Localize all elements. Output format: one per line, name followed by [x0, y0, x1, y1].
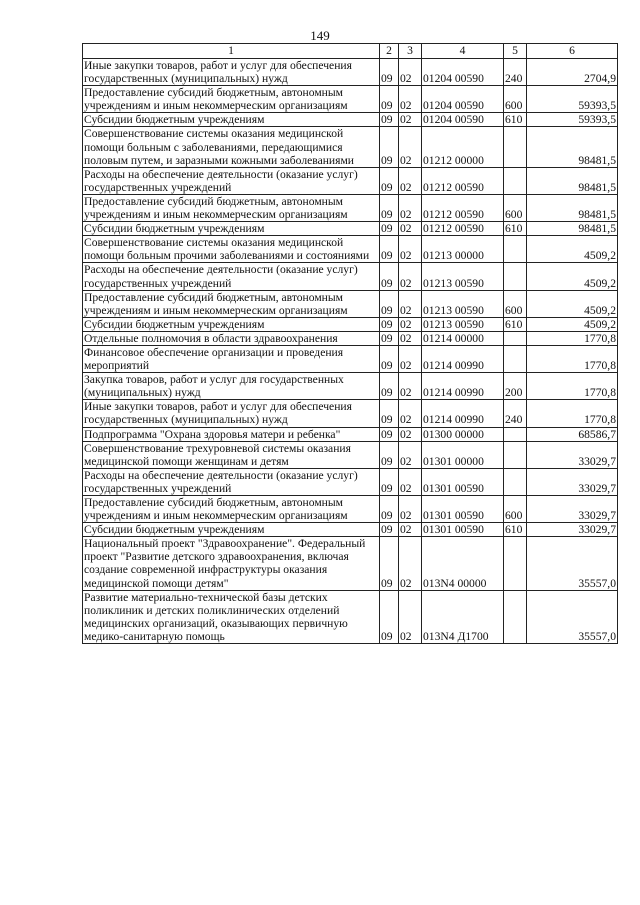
row-name: Предоставление субсидий бюджетным, автономным учреждениям и иным некоммерческим организациям: [83, 496, 380, 523]
table-row: [83, 127, 618, 167]
row-target-article: 01214 00000: [422, 331, 504, 345]
row-section: 09: [380, 496, 399, 523]
row-subsection: 02: [399, 59, 422, 86]
row-expense-type: 610: [504, 523, 527, 537]
row-name: Национальный проект "Здравоохранение". Федеральный проект "Развитие детского здравоохранения, включая создание современной инфраструктуры оказания медицинской помощи детям": [83, 537, 380, 590]
row-name: Финансовое обеспечение организации и проведения мероприятий: [83, 345, 380, 372]
table-row: [83, 290, 618, 317]
row-expense-type: 600: [504, 496, 527, 523]
row-target-article: 01204 00590: [422, 113, 504, 127]
row-sum: 68586,7: [527, 427, 618, 441]
row-section: 09: [380, 400, 399, 427]
row-subsection: 02: [399, 537, 422, 590]
row-name: Расходы на обеспечение деятельности (оказание услуг) государственных учреждений: [83, 263, 380, 290]
row-expense-type: [504, 127, 527, 167]
row-name: Совершенствование трехуровневой системы оказания медицинской помощи женщинам и детям: [83, 441, 380, 468]
row-name: Субсидии бюджетным учреждениям: [83, 317, 380, 331]
row-section: 09: [380, 468, 399, 495]
row-subsection: 02: [399, 427, 422, 441]
row-target-article: 01214 00990: [422, 400, 504, 427]
row-section: 09: [380, 523, 399, 537]
row-name: Расходы на обеспечение деятельности (оказание услуг) государственных учреждений: [83, 468, 380, 495]
row-name: Отдельные полномочия в области здравоохранения: [83, 331, 380, 345]
table-row: [83, 331, 618, 345]
row-name: Субсидии бюджетным учреждениям: [83, 113, 380, 127]
row-expense-type: 610: [504, 113, 527, 127]
row-name: Закупка товаров, работ и услуг для государственных (муниципальных) нужд: [83, 373, 380, 400]
row-expense-type: [504, 345, 527, 372]
row-target-article: 01212 00590: [422, 167, 504, 194]
row-target-article: 01204 00590: [422, 59, 504, 86]
row-subsection: 02: [399, 400, 422, 427]
row-name: Совершенствование системы оказания медицинской помощи больным с заболеваниями, передающимися половым путем, и заразными кожными заболеваниями: [83, 127, 380, 167]
row-expense-type: [504, 427, 527, 441]
table-row: [83, 86, 618, 113]
row-name: Совершенствование системы оказания медицинской помощи больным прочими заболеваниями и состояниями: [83, 236, 380, 263]
row-subsection: 02: [399, 523, 422, 537]
row-subsection: 02: [399, 317, 422, 331]
header-cell-subsection: 3: [399, 44, 422, 59]
table-row: [83, 400, 618, 427]
header-cell-name: 1: [83, 44, 380, 59]
row-section: 09: [380, 194, 399, 221]
row-target-article: 01213 00000: [422, 236, 504, 263]
table-row: [83, 222, 618, 236]
row-name: Расходы на обеспечение деятельности (оказание услуг) государственных учреждений: [83, 167, 380, 194]
table-row: [83, 194, 618, 221]
row-subsection: 02: [399, 373, 422, 400]
row-expense-type: 600: [504, 194, 527, 221]
header-cell-section: 2: [380, 44, 399, 59]
header-cell-expense-type: 5: [504, 44, 527, 59]
row-sum: 1770,8: [527, 345, 618, 372]
row-subsection: 02: [399, 468, 422, 495]
row-sum: 1770,8: [527, 373, 618, 400]
row-name: Подпрограмма "Охрана здоровья матери и ребенка": [83, 427, 380, 441]
table-row: [83, 236, 618, 263]
row-section: 09: [380, 317, 399, 331]
header-cell-target-article: 4: [422, 44, 504, 59]
row-sum: 59393,5: [527, 113, 618, 127]
row-target-article: 01300 00000: [422, 427, 504, 441]
row-sum: 4509,2: [527, 317, 618, 331]
table-row: [83, 345, 618, 372]
table-row: [83, 590, 618, 643]
table-row: [83, 537, 618, 590]
row-target-article: 013N4 00000: [422, 537, 504, 590]
table-row: [83, 523, 618, 537]
row-section: 09: [380, 441, 399, 468]
row-subsection: 02: [399, 236, 422, 263]
row-subsection: 02: [399, 222, 422, 236]
row-target-article: 013N4 Д1700: [422, 590, 504, 643]
table-row: [83, 468, 618, 495]
row-sum: 35557,0: [527, 590, 618, 643]
row-expense-type: [504, 331, 527, 345]
row-sum: 4509,2: [527, 263, 618, 290]
row-section: 09: [380, 222, 399, 236]
row-target-article: 01212 00590: [422, 222, 504, 236]
row-section: 09: [380, 86, 399, 113]
row-section: 09: [380, 290, 399, 317]
row-sum: 2704,9: [527, 59, 618, 86]
row-section: 09: [380, 331, 399, 345]
row-sum: 1770,8: [527, 331, 618, 345]
row-sum: 98481,5: [527, 167, 618, 194]
row-sum: 1770,8: [527, 400, 618, 427]
row-subsection: 02: [399, 113, 422, 127]
row-section: 09: [380, 236, 399, 263]
row-sum: 4509,2: [527, 290, 618, 317]
row-sum: 59393,5: [527, 86, 618, 113]
row-sum: 35557,0: [527, 537, 618, 590]
row-sum: 33029,7: [527, 523, 618, 537]
row-expense-type: 240: [504, 59, 527, 86]
row-section: 09: [380, 345, 399, 372]
table-row: [83, 427, 618, 441]
row-section: 09: [380, 263, 399, 290]
row-sum: 33029,7: [527, 496, 618, 523]
row-name: Иные закупки товаров, работ и услуг для обеспечения государственных (муниципальных) нужд: [83, 400, 380, 427]
row-subsection: 02: [399, 194, 422, 221]
row-section: 09: [380, 167, 399, 194]
row-expense-type: 600: [504, 290, 527, 317]
table-row: [83, 317, 618, 331]
row-name: Предоставление субсидий бюджетным, автономным учреждениям и иным некоммерческим организациям: [83, 290, 380, 317]
row-target-article: 01301 00590: [422, 496, 504, 523]
row-subsection: 02: [399, 127, 422, 167]
row-target-article: 01212 00000: [422, 127, 504, 167]
row-target-article: 01214 00990: [422, 345, 504, 372]
table-row: [83, 496, 618, 523]
row-target-article: 01214 00990: [422, 373, 504, 400]
row-sum: 4509,2: [527, 236, 618, 263]
row-expense-type: 610: [504, 317, 527, 331]
row-sum: 33029,7: [527, 441, 618, 468]
row-expense-type: [504, 590, 527, 643]
row-expense-type: 240: [504, 400, 527, 427]
row-section: 09: [380, 427, 399, 441]
row-sum: 98481,5: [527, 222, 618, 236]
row-subsection: 02: [399, 345, 422, 372]
row-name: Субсидии бюджетным учреждениям: [83, 222, 380, 236]
row-subsection: 02: [399, 263, 422, 290]
table-row: [83, 167, 618, 194]
row-expense-type: [504, 441, 527, 468]
row-expense-type: 600: [504, 86, 527, 113]
row-section: 09: [380, 537, 399, 590]
row-subsection: 02: [399, 590, 422, 643]
row-sum: 33029,7: [527, 468, 618, 495]
row-name: Субсидии бюджетным учреждениям: [83, 523, 380, 537]
row-expense-type: 610: [504, 222, 527, 236]
table-row: [83, 373, 618, 400]
row-target-article: 01213 00590: [422, 263, 504, 290]
header-cell-sum: 6: [527, 44, 618, 59]
row-target-article: 01301 00590: [422, 523, 504, 537]
table-row: [83, 441, 618, 468]
table-row: [83, 113, 618, 127]
row-name: Иные закупки товаров, работ и услуг для обеспечения государственных (муниципальных) нужд: [83, 59, 380, 86]
row-section: 09: [380, 127, 399, 167]
header-row: [83, 44, 618, 59]
budget-table: [82, 43, 618, 644]
row-name: Предоставление субсидий бюджетным, автономным учреждениям и иным некоммерческим организациям: [83, 194, 380, 221]
row-section: 09: [380, 113, 399, 127]
row-expense-type: [504, 537, 527, 590]
row-expense-type: [504, 236, 527, 263]
row-section: 09: [380, 590, 399, 643]
row-expense-type: [504, 263, 527, 290]
row-section: 09: [380, 373, 399, 400]
row-target-article: 01301 00590: [422, 468, 504, 495]
row-target-article: 01301 00000: [422, 441, 504, 468]
row-sum: 98481,5: [527, 127, 618, 167]
row-expense-type: [504, 167, 527, 194]
row-sum: 98481,5: [527, 194, 618, 221]
row-expense-type: 200: [504, 373, 527, 400]
row-target-article: 01213 00590: [422, 290, 504, 317]
table-row: [83, 59, 618, 86]
row-target-article: 01204 00590: [422, 86, 504, 113]
row-name: Предоставление субсидий бюджетным, автономным учреждениям и иным некоммерческим организациям: [83, 86, 380, 113]
row-subsection: 02: [399, 86, 422, 113]
row-subsection: 02: [399, 167, 422, 194]
table-row: [83, 263, 618, 290]
row-subsection: 02: [399, 290, 422, 317]
row-section: 09: [380, 59, 399, 86]
page-number: 149: [310, 28, 330, 43]
row-target-article: 01213 00590: [422, 317, 504, 331]
row-subsection: 02: [399, 331, 422, 345]
row-subsection: 02: [399, 496, 422, 523]
row-expense-type: [504, 468, 527, 495]
row-target-article: 01212 00590: [422, 194, 504, 221]
row-name: Развитие материально-технической базы детских поликлиник и детских поликлинических отделений медицинских организаций, оказывающих первичную медико-санитарную помощь: [83, 590, 380, 643]
row-subsection: 02: [399, 441, 422, 468]
